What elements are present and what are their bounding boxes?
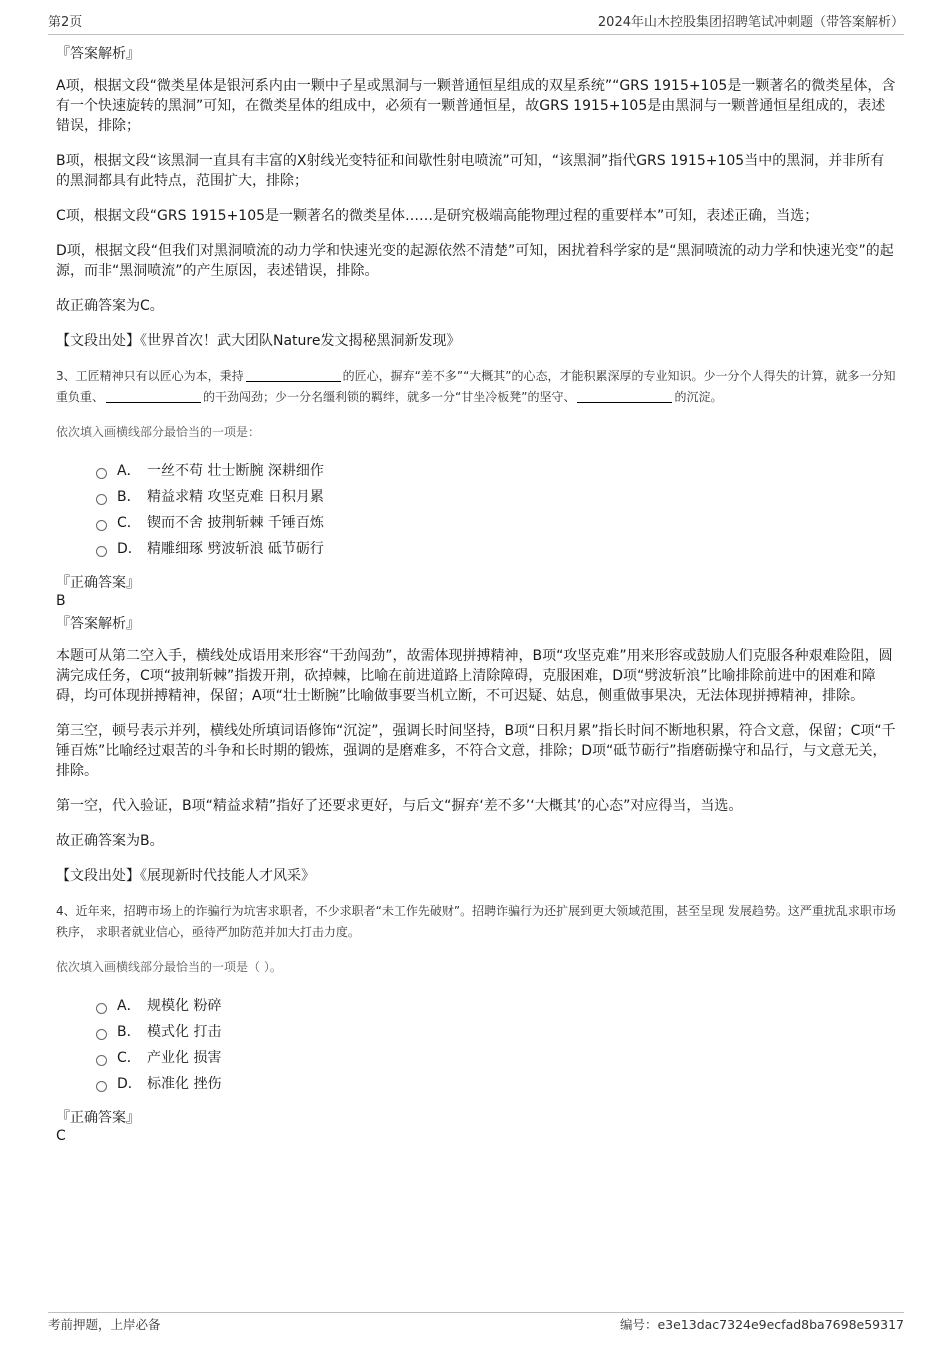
q3-blank-2 (106, 388, 201, 403)
page-number: 第2页 (48, 15, 83, 30)
q3-analysis-3: 第一空，代入验证，B项“精益求精”指好了还要求更好，与后文“摒弃‘差不多’‘大概其’的心态”对应得当，当选。 (56, 798, 743, 814)
option-letter: D． (117, 1076, 142, 1092)
q4-answer: C (56, 1128, 66, 1144)
q3-option-d[interactable] (96, 540, 896, 566)
q3-answer-label: 『正确答案』 (56, 575, 140, 591)
q3-blank-1 (246, 367, 341, 382)
q3-analysis-1: 本题可从第二空入手，横线处成语用来形容“干劲闯劲”，故需体现拼搏精神，B项“攻坚克难”用来形容或鼓励人们克服各种艰难险阻，圆满完成任务，C项“披荆斩棘”指拨开荆，砍掉棘，比喻在前进道路上清除障碍，克服困难，D项“劈波斩浪”比喻排除前进中的困难和障碍，均可体现拼搏精神，保留；A项“壮士断腕”比喻做事要当机立断，不可迟疑、姑息，侧重做事果决，无法体现拼搏精神，排除。 (56, 648, 893, 704)
option-text: 精益求精 攻坚克难 日积月累 (147, 489, 324, 505)
option-text: 规模化 粉碎 (147, 998, 222, 1014)
q2-analysis-d: D项，根据文段“但我们对黑洞喷流的动力学和快速光变的起源依然不清楚”可知，困扰着科学家的是“黑洞喷流的动力学和快速光变”的起源，而非“黑洞喷流”的产生原因，表述错误，排除。 (56, 243, 894, 279)
q4-option-c[interactable] (96, 1049, 896, 1075)
option-letter: B． (117, 489, 141, 505)
q3-option-b[interactable] (96, 488, 896, 514)
option-text: 产业化 损害 (147, 1050, 222, 1066)
q3-conclusion: 故正确答案为B。 (56, 833, 164, 849)
q3-source: 【文段出处】《展现新时代技能人才风采》 (56, 868, 315, 884)
q4-option-d[interactable] (96, 1075, 896, 1101)
q3-option-c[interactable] (96, 514, 896, 540)
option-letter: A． (117, 463, 141, 479)
q3-stem-part-4: 的沉淀。 (674, 390, 723, 404)
q3-analysis-2: 第三空，顿号表示并列，横线处所填词语修饰“沉淀”，强调长时间坚持，B项“日积月累”指长时间不断地积累，符合文意，保留；C项“千锤百炼”比喻经过艰苦的斗争和长时期的锻炼，强调的是磨难多，不符合文意，排除；D项“砥节砺行”指磨砺操守和品行，与文意无关，排除。 (56, 723, 896, 779)
q3-stem (56, 366, 896, 408)
q2-analysis-label: 『答案解析』 (56, 46, 140, 62)
option-letter: C． (117, 515, 141, 531)
option-letter: C． (117, 1050, 141, 1066)
q2-source: 【文段出处】《世界首次！武大团队Nature发文揭秘黑洞新发现》 (56, 333, 461, 349)
page-header (48, 14, 904, 35)
q4-options (96, 997, 896, 1101)
document-id: 编号：e3e13dac7324e9ecfad8ba7698e59317 (619, 1317, 904, 1332)
q3-blank-3 (577, 388, 672, 403)
q4-option-b[interactable] (96, 1023, 896, 1049)
radio-icon[interactable] (96, 1081, 107, 1092)
option-text: 一丝不苟 壮士断腕 深耕细作 (147, 463, 324, 479)
q3-options (96, 462, 896, 566)
q4-stem: 4、近年来，招聘市场上的诈骗行为坑害求职者，不少求职者“未工作先破财”。招聘诈骗行为还扩展到更大领域范围，甚至呈现 发展趋势。这严重扰乱求职市场秩序， 求职者就业信心，亟待严加防范并加大打击力度。 (56, 904, 896, 939)
option-letter: A． (117, 998, 141, 1014)
radio-icon[interactable] (96, 1055, 107, 1066)
q2-analysis-a: A项，根据文段“微类星体是银河系内由一颗中子星或黑洞与一颗普通恒星组成的双星系统”“GRS 1915+105是一颗著名的微类星体，含有一个快速旋转的黑洞”可知，在微类星体的组成中，必须有一颗普通恒星，故GRS 1915+105是由黑洞与一颗普通恒星组成的，表述错误，排除； (56, 78, 896, 134)
q3-option-a[interactable] (96, 462, 896, 488)
q3-stem-part-3: 的干劲闯劲；少一分名缰利锁的羁绊，就多一分“甘坐冷板凳”的坚守、 (203, 390, 576, 404)
q4-answer-label: 『正确答案』 (56, 1110, 140, 1126)
page-content (56, 44, 896, 1149)
q2-conclusion: 故正确答案为C。 (56, 298, 164, 314)
document-title: 2024年山木控股集团招聘笔试冲刺题（带答案解析） (597, 15, 904, 30)
radio-icon[interactable] (96, 546, 107, 557)
q3-stem-part-2: 的匠心，摒弃“差不多”“大概其”的心态，才能积累深厚的专业知识。少一分个人得失的计算，就多一分知重负重、 (56, 369, 896, 404)
radio-icon[interactable] (96, 520, 107, 531)
option-letter: B． (117, 1024, 141, 1040)
radio-icon[interactable] (96, 468, 107, 479)
option-text: 标准化 挫伤 (147, 1076, 222, 1092)
radio-icon[interactable] (96, 1003, 107, 1014)
option-text: 模式化 打击 (147, 1024, 222, 1040)
option-text: 精雕细琢 劈波斩浪 砥节砺行 (147, 541, 324, 557)
q4-prompt: 依次填入画横线部分最恰当的一项是（ ）。 (56, 960, 282, 974)
footer-slogan: 考前押题，上岸必备 (48, 1317, 161, 1332)
q2-analysis-c: C项，根据文段“GRS 1915+105是一颗著名的微类星体……是研究极端高能物理过程的重要样本”可知，表述正确，当选； (56, 208, 819, 224)
radio-icon[interactable] (96, 494, 107, 505)
q4-option-a[interactable] (96, 997, 896, 1023)
q3-answer: B (56, 593, 66, 609)
q3-analysis-label: 『答案解析』 (56, 616, 140, 632)
radio-icon[interactable] (96, 1029, 107, 1040)
option-letter: D． (117, 541, 142, 557)
q2-analysis-b: B项，根据文段“该黑洞一直具有丰富的X射线光变特征和间歇性射电喷流”可知，“该黑洞”指代GRS 1915+105当中的黑洞，并非所有的黑洞都具有此特点，范围扩大，排除； (56, 153, 885, 189)
q3-prompt: 依次填入画横线部分最恰当的一项是： (56, 425, 261, 439)
q3-stem-part-1: 3、工匠精神只有以匠心为本，秉持 (56, 369, 244, 383)
option-text: 锲而不舍 披荆斩棘 千锤百炼 (147, 515, 324, 531)
page-footer (48, 1312, 904, 1335)
